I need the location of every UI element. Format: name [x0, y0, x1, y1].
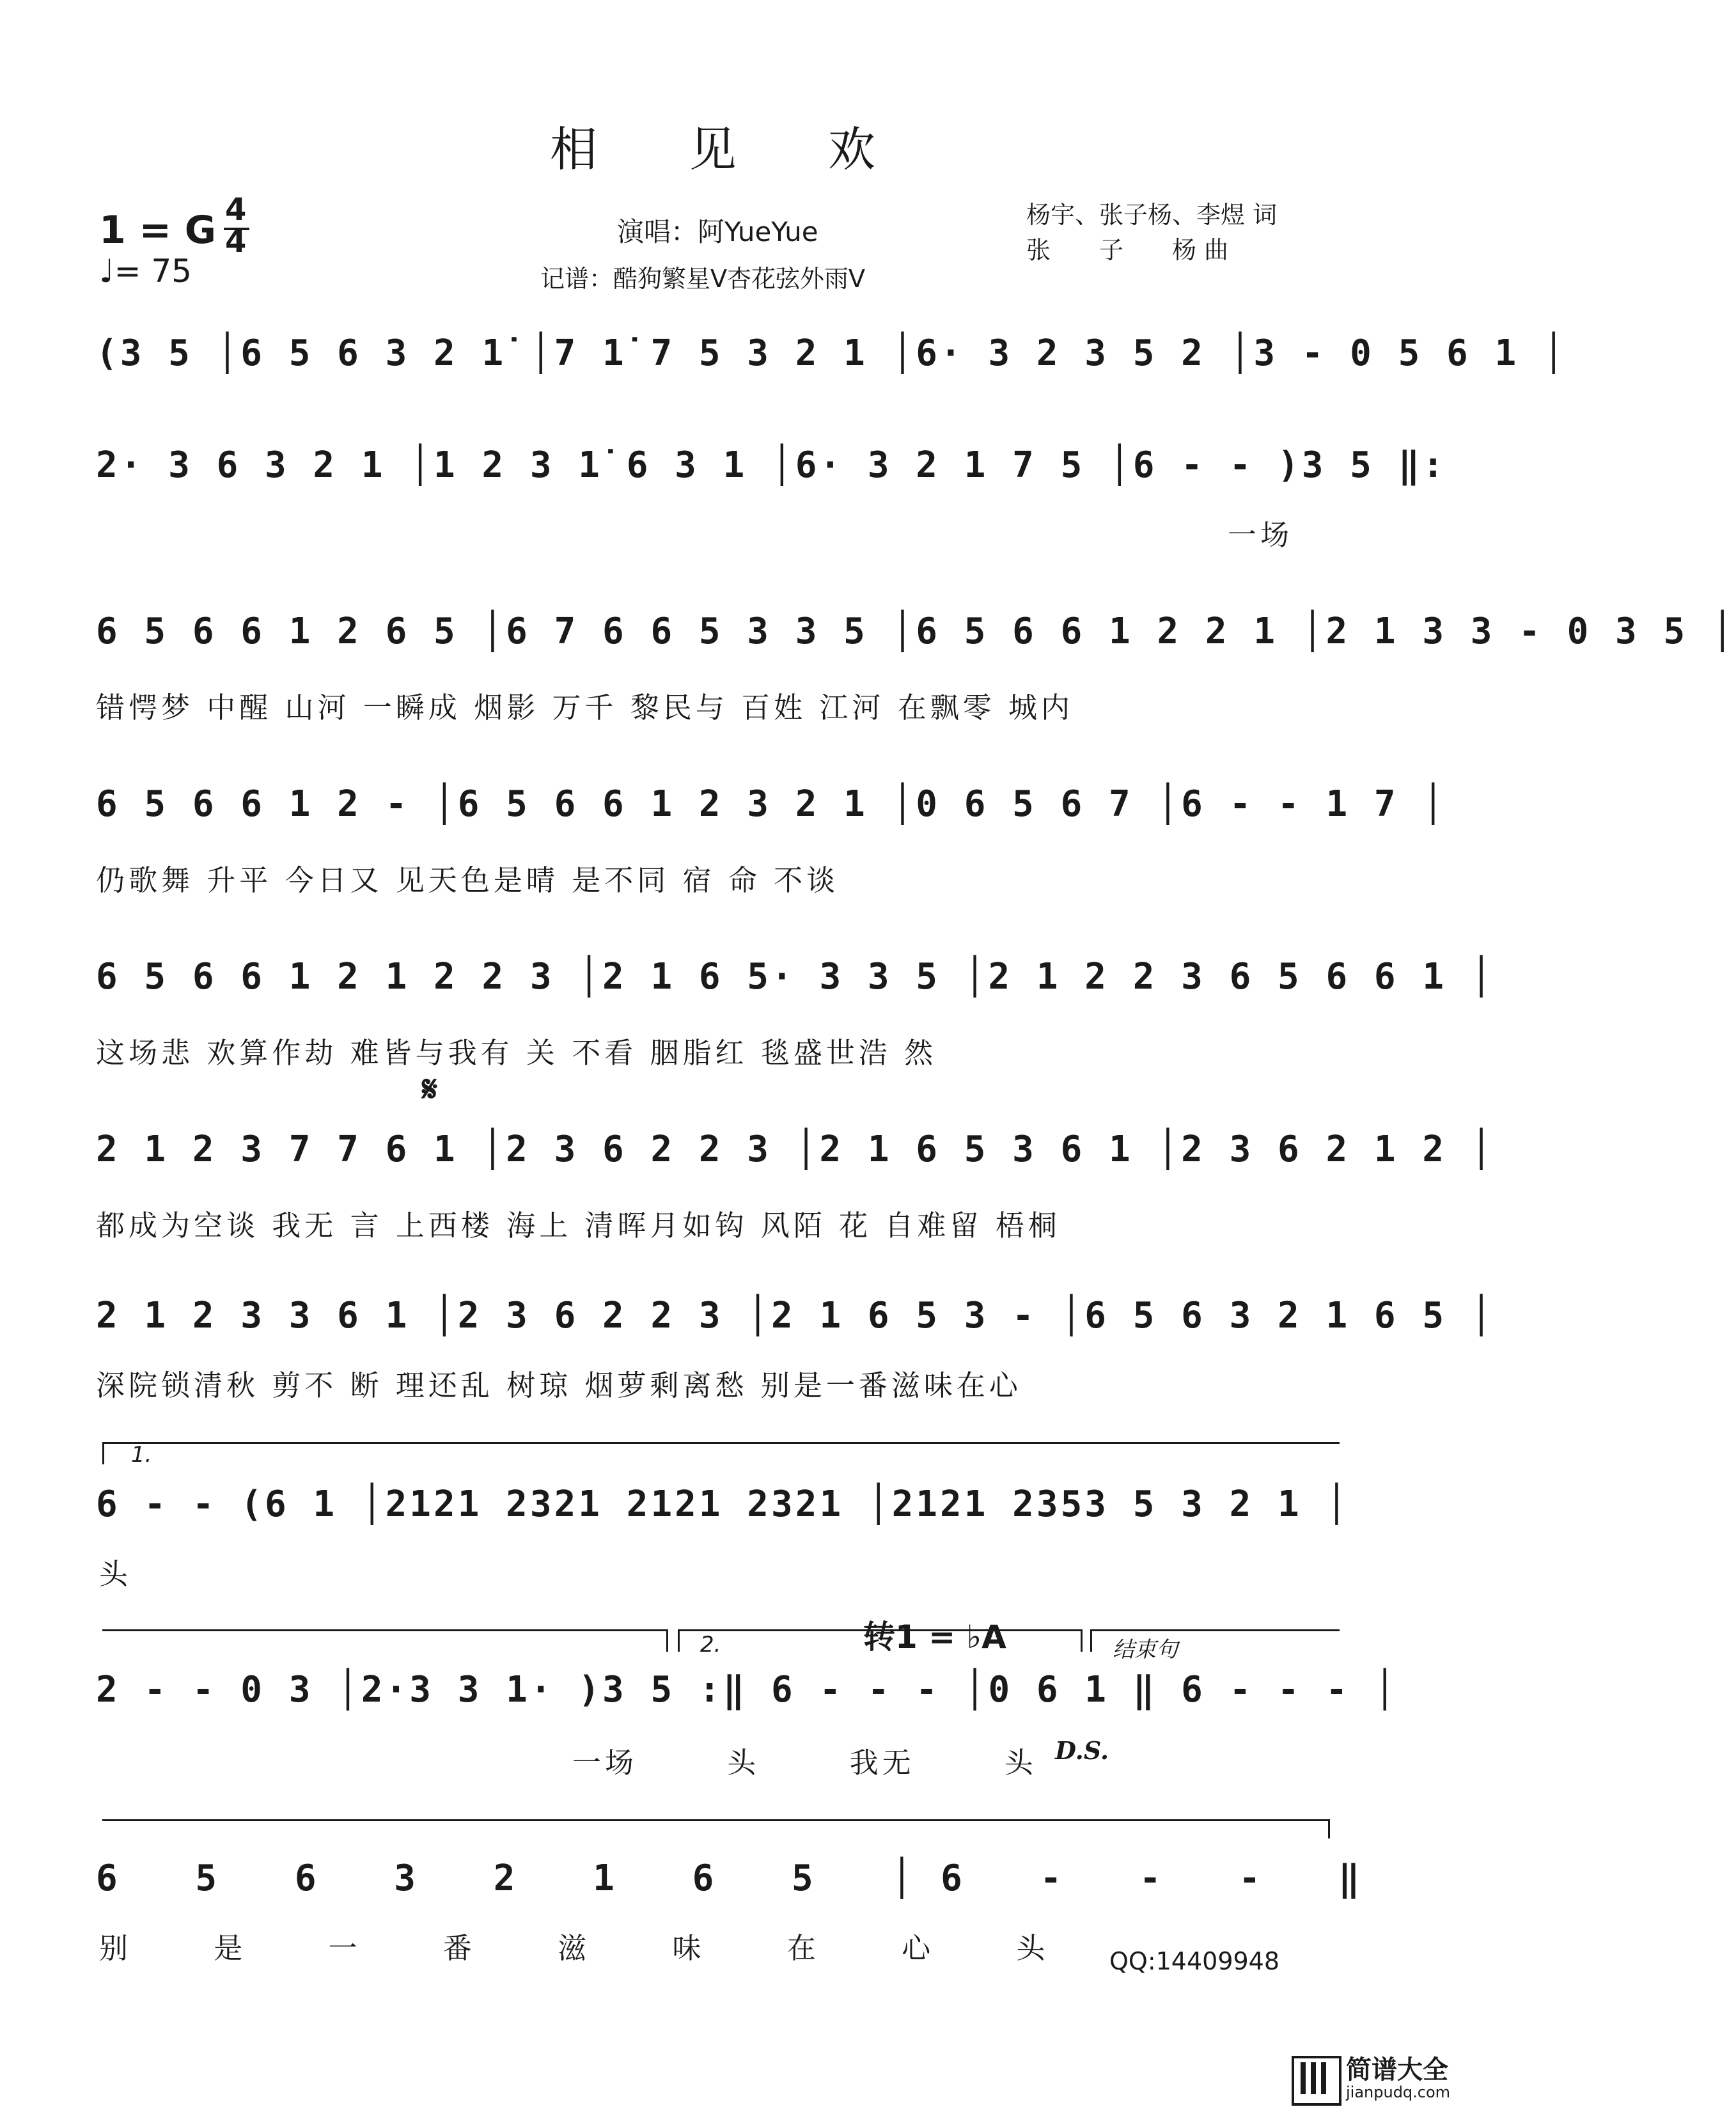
- score-row-4-notes: 6 5 6 6 1 2 - │6 5 6 6 1 2 3 2 1 │0 6 5 6 7 │6 - - 1 7 │: [96, 783, 1447, 825]
- score-row-6-notes: 2 1 2 3 7 7 6 1 │2 3 6 2 2 3 │2 1 6 5 3 6 1 │2 3 6 2 1 2 │: [96, 1129, 1495, 1170]
- score-row-1-notes: (3 5 │6 5 6 3 2 1̇ │7 1̇ 7 5 3 2 1 │6· 3 2 3 5 2 │3 - 0 5 6 1 │: [96, 333, 1567, 374]
- transcriber-credit: 记谱：酷狗繁星V杏花弦外雨V: [540, 265, 865, 293]
- site-logo-icon: [1292, 2056, 1341, 2106]
- score-row-5-lyrics: 这场悲 欢算作劫 难皆与我有 关 不看 胭脂红 毯盛世浩 然: [96, 1036, 937, 1070]
- segno-sign: 𝄋: [422, 1068, 438, 1110]
- score-row-4-lyrics: 仍歌舞 升平 今日又 见天色是晴 是不同 宿 命 不谈: [96, 863, 840, 897]
- score-row-7-notes: 2 1 2 3 3 6 1 │2 3 6 2 2 3 │2 1 6 5 3 - │6 5 6 3 2 1 6 5 │: [96, 1295, 1495, 1336]
- score-row-8-notes: 6 - - (6 1 │2121 2321 2121 2321 │2121 2353 5 3 2 1 │: [96, 1484, 1350, 1525]
- time-signature-top: 4: [225, 192, 247, 228]
- score-row-7-lyrics: 深院锁清秋 剪不 断 理还乱 树琼 烟萝剩离愁 别是一番滋味在心: [96, 1368, 1022, 1402]
- composer-credit: 张 子 杨 曲: [1026, 236, 1229, 264]
- score-row-9-lyrics: 一场 头 我无 头: [572, 1746, 1037, 1780]
- key-signature: 1 = G: [99, 208, 217, 253]
- score-row-6-lyrics: 都成为空谈 我无 言 上西楼 海上 清晖月如钩 风陌 花 自难留 梧桐: [96, 1209, 1061, 1242]
- score-row-3-notes: 6 5 6 6 1 2 6 5 │6 7 6 6 5 3 3 5 │6 5 6 6 1 2 2 1 │2 1 3 3 - 0 3 5 │: [96, 611, 1736, 652]
- score-row-2-notes: 2· 3 6 3 2 1 │1 2 3 1̇ 6 3 1 │6· 3 2 1 7 5 │6 - - )3 5 ‖:: [96, 444, 1447, 486]
- score-row-10-lyrics: 别 是 一 番 滋 味 在 心 头: [99, 1931, 1071, 1965]
- score-row-3-lyrics: 错愕梦 中醒 山河 一瞬成 烟影 万千 黎民与 百姓 江河 在飘零 城内: [96, 691, 1074, 725]
- volta-2-label: 2.: [700, 1632, 721, 1657]
- modulation-marking: 转1 = ♭A: [863, 1618, 1006, 1656]
- score-row-8-lyrics: 头: [99, 1557, 132, 1591]
- qq-contact: QQ:14409948: [1109, 1947, 1280, 1975]
- ending-phrase-label: 结束句: [1113, 1637, 1178, 1663]
- score-row-5-notes: 6 5 6 6 1 2 1 2 2 3 │2 1 6 5· 3 3 5 │2 1 2 2 3 6 5 6 6 1 │: [96, 956, 1495, 998]
- singer-credit: 演唱：阿YueYue: [617, 216, 818, 247]
- song-title: 相 见 欢: [550, 122, 914, 177]
- score-row-9-notes: 2 - - 0 3 │2·3 3 1· )3 5 :‖ 6 - - - │0 6 1 ‖ 6 - - - │: [96, 1669, 1398, 1711]
- site-logo-url: jianpudq.com: [1346, 2083, 1451, 2101]
- dal-segno-marking: D.S.: [1055, 1736, 1109, 1765]
- volta-1-label: 1.: [131, 1442, 152, 1468]
- tempo-marking: ♩= 75: [99, 253, 192, 290]
- score-row-2-lyrics: 一场: [1228, 518, 1294, 552]
- time-signature-bottom: 4: [225, 224, 247, 260]
- score-row-10-notes: 6 5 6 3 2 1 6 5 │6 - - - ‖: [96, 1858, 1388, 1899]
- site-logo-name: 简谱大全: [1346, 2055, 1448, 2085]
- lyricist-credit: 杨宇、张子杨、李煜 词: [1026, 201, 1278, 229]
